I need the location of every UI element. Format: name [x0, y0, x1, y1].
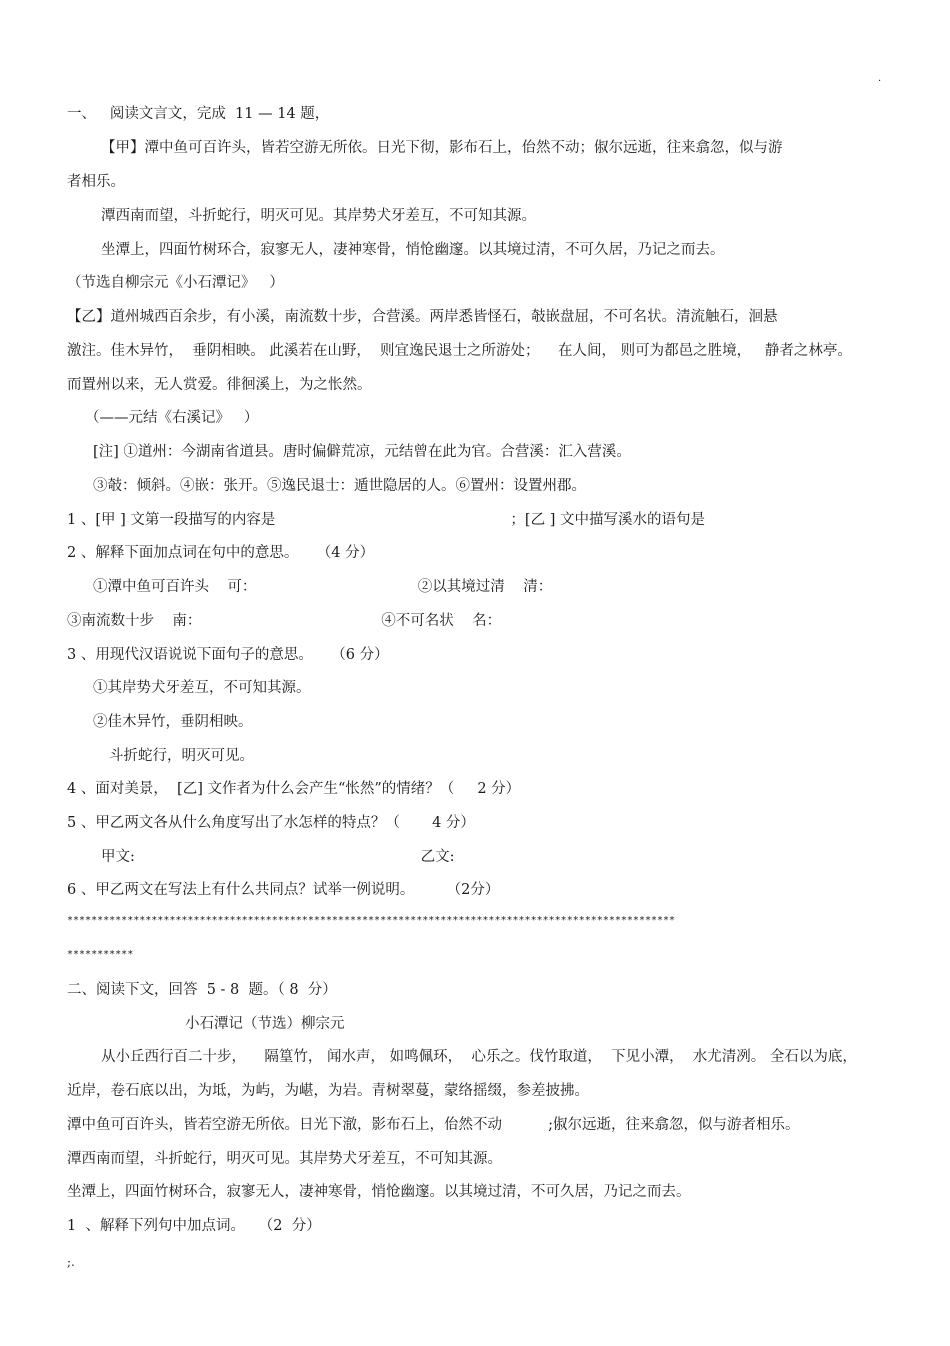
section-2-question-1: 1 、解释下列句中加点词。 （2 分）	[67, 1218, 321, 1234]
section-2-para-1-cont: 近岸，卷石底以出，为坻，为屿，为嵁，为岩。青树翠蔓，蒙络摇缀，参差披拂。	[67, 1083, 589, 1099]
question-2-items-a: ①潭中鱼可百许头 可： ②以其境过清 清：	[93, 579, 553, 595]
section-2-heading: 二、阅读下文，回答 5 - 8 题。（ 8 分）	[67, 982, 337, 998]
star-divider-2: ***********	[67, 949, 134, 960]
section-2-title: 小石潭记（节选）柳宗元	[185, 1016, 345, 1032]
passage-jia-para-2: 潭西南而望，斗折蛇行，明灭可见。其岸势犬牙差互，不可知其源。	[101, 208, 536, 224]
question-3-item-3: 斗折蛇行，明灭可见。	[109, 748, 254, 764]
section-2-para-1: 从小丘西行百二十步， 隔篁竹， 闻水声， 如鸣佩环， 心乐之。伐竹取道， 下见小潭， 水尤清冽。 全石以为底，	[101, 1049, 857, 1065]
question-2: 2 、解释下面加点词在句中的意思。 （4 分）	[67, 545, 375, 561]
notes-line-1: [注] ①道州：今湖南省道县。唐时偏僻荒凉，元结曾在此为官。合营溪：汇入营溪。	[93, 444, 631, 460]
passage-yi-line-2: 激注。佳木异竹， 垂阴相映。 此溪若在山野， 则宜逸民退士之所游处； 在人间， 则可为都邑之胜境， 静者之林亭。	[67, 343, 852, 359]
question-1: 1 、[甲 ] 文第一段描写的内容是 ；[乙 ] 文中描写溪水的语句是	[67, 512, 705, 528]
question-6: 6 、甲乙两文在写法上有什么共同点？试举一例说明。 （2分）	[67, 882, 500, 898]
question-3: 3 、用现代汉语说说下面句子的意思。 （6 分）	[67, 647, 389, 663]
section-2-para-4: 坐潭上，四面竹树环合，寂寥无人，凄神寒骨，悄怆幽邃。以其境过清，不可久居，乃记之而去。	[67, 1184, 691, 1200]
question-3-item-2: ②佳木异竹，垂阴相映。	[93, 714, 253, 730]
passage-yi-line-3: 而置州以来，无人赏爱。徘徊溪上，为之怅然。	[67, 377, 372, 393]
passage-jia-source: （节选自柳宗元《小石潭记》 ）	[67, 275, 284, 291]
page-end-mark: ;.	[67, 1255, 75, 1269]
page-mark: ·	[878, 76, 882, 87]
passage-yi-line-1: 【乙】道州城西百余步，有小溪，南流数十步，合营溪。两岸悉皆怪石，攲嵌盘屈，不可名状。清流触石，洄悬	[67, 309, 778, 325]
section-2-para-3: 潭西南而望，斗折蛇行，明灭可见。其岸势犬牙差互，不可知其源。	[67, 1151, 502, 1167]
passage-jia-para-1-cont: 者相乐。	[67, 174, 125, 190]
star-divider-1: *****************************************************************************************************	[67, 915, 676, 926]
passage-jia-para-3: 坐潭上，四面竹树环合，寂寥无人，凄神寒骨，悄怆幽邃。以其境过清，不可久居，乃记之而去。	[101, 242, 725, 258]
section-1-heading: 一、 阅读文言文，完成 11 — 14 题，	[67, 106, 330, 122]
passage-jia-para-1: 【甲】潭中鱼可百许头，皆若空游无所依。日光下彻，影布石上，佁然不动；俶尔远逝，往来翕忽，似与游	[101, 140, 783, 156]
notes-line-2: ③攲：倾斜。④嵌：张开。⑤逸民退士：遁世隐居的人。⑥置州：设置州郡。	[93, 478, 586, 494]
question-3-item-1: ①其岸势犬牙差互，不可知其源。	[93, 680, 311, 696]
question-4: 4 、面对美景， [乙] 文作者为什么会产生“怅然”的情绪？（ 2 分）	[67, 781, 521, 797]
question-5-answers: 甲文: 乙文:	[101, 849, 455, 865]
question-2-items-b: ③南流数十步 南： ④不可名状 名：	[67, 613, 502, 629]
question-5: 5 、甲乙两文各从什么角度写出了水怎样的特点？（ 4 分）	[67, 815, 475, 831]
passage-yi-source: （——元结《右溪记》 ）	[85, 410, 259, 426]
section-2-para-2: 潭中鱼可百许头，皆若空游无所依。日光下澈，影布石上，佁然不动 ;俶尔远逝，往来翕忽，似与游者相乐。	[67, 1117, 800, 1133]
